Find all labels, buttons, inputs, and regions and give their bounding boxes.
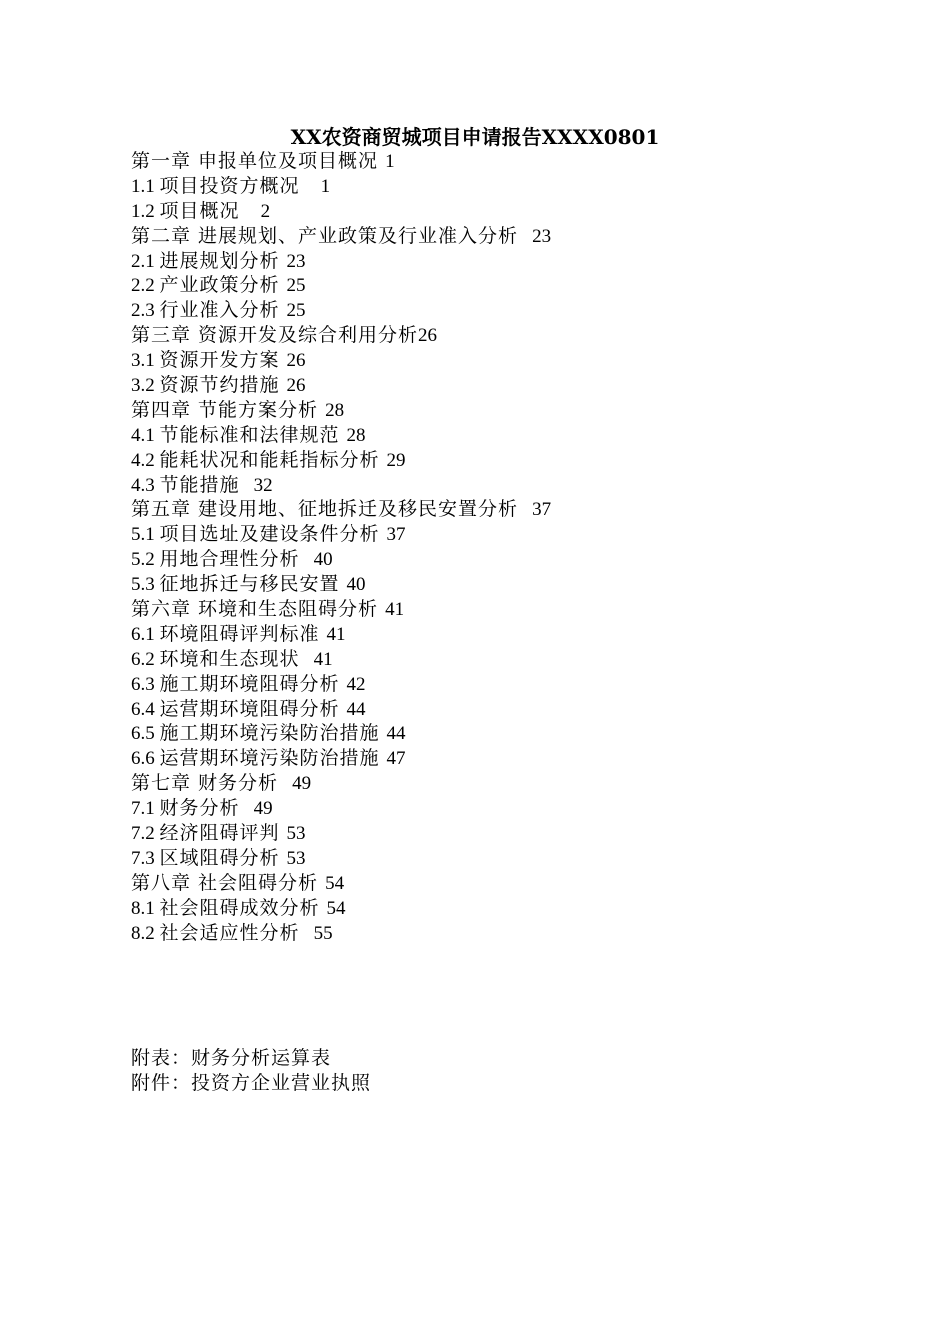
appendix-item: 附件：投资方企业营业执照 [131, 1072, 372, 1094]
toc-page-number: 47 [386, 748, 406, 770]
toc-section-entry [131, 846, 851, 871]
toc-page-number: 37 [386, 524, 406, 546]
toc-page-number: 40 [346, 574, 366, 596]
toc-page-number: 25 [286, 300, 306, 322]
toc-section-entry [131, 896, 851, 921]
toc-entry-title: 第一章 申报单位及项目概况 [131, 150, 386, 172]
toc-entry-title: 第五章 建设用地、征地拆迁及移民安置分析 [131, 498, 533, 521]
toc-entry-title: 环境阻碍评判标准 [159, 622, 327, 645]
toc-entry-title: 行业准入分析 [159, 299, 287, 322]
toc-section-entry [131, 622, 851, 647]
toc-page-number: 44 [386, 723, 406, 745]
toc-entry-title: 第四章 节能方案分析 [131, 398, 326, 421]
toc-page-number: 1 [320, 175, 331, 197]
toc-section-entry [131, 697, 851, 722]
toc-page-number: 25 [286, 275, 306, 297]
toc-entry-title: 征地拆迁与移民安置 [159, 573, 347, 596]
toc-page-number: 32 [253, 474, 273, 496]
toc-section-number: 7.1 [131, 798, 160, 820]
toc-section-number: 7.2 [131, 823, 160, 845]
toc-entry-title: 第三章 资源开发及综合利用分析 [131, 324, 419, 347]
toc-entry-title: 第六章 环境和生态阻碍分析 [131, 598, 386, 621]
toc-entry-title: 资源开发方案 [159, 349, 287, 372]
toc-section-number: 7.3 [131, 847, 160, 869]
toc-entry-title: 用地合理性分析 [159, 548, 314, 571]
toc-chapter-entry [131, 323, 851, 348]
toc-page-number: 53 [286, 823, 306, 845]
toc-page-number: 54 [326, 897, 346, 919]
toc-page-number: 1 [385, 151, 395, 172]
toc-entry-title: 项目选址及建设条件分析 [159, 523, 387, 546]
toc-entry-title: 社会阻碍成效分析 [159, 896, 327, 919]
toc-section-entry [131, 473, 851, 498]
toc-section-entry [131, 572, 851, 597]
toc-section-entry [131, 547, 851, 572]
toc-chapter-entry [131, 597, 851, 622]
toc-chapter-entry [131, 398, 851, 423]
toc-chapter-entry [131, 497, 851, 522]
toc-page-number: 28 [346, 424, 366, 446]
document-title: XX农资商贸城项目申请报告XXXX0801 [290, 125, 660, 149]
toc-section-number: 6.5 [131, 723, 160, 745]
toc-entry-title: 能耗状况和能耗指标分析 [159, 448, 387, 471]
toc-section-entry [131, 821, 851, 846]
toc-section-number: 3.1 [131, 350, 160, 372]
toc-section-number: 5.2 [131, 549, 160, 571]
toc-section-number: 6.2 [131, 648, 160, 670]
toc-section-number: 2.3 [131, 300, 160, 322]
toc-chapter-entry [131, 871, 851, 896]
toc-page-number: 53 [286, 847, 306, 869]
toc-page-number: 26 [286, 350, 306, 372]
toc-page-number: 54 [325, 872, 345, 894]
toc-section-number: 8.2 [131, 922, 160, 944]
toc-section-entry [131, 921, 851, 946]
table-of-contents [131, 149, 851, 946]
toc-entry-title: 第二章 进展规划、产业政策及行业准入分析 [131, 224, 533, 247]
toc-page-number: 41 [385, 599, 405, 621]
toc-section-number: 5.1 [131, 524, 160, 546]
toc-section-entry [131, 298, 851, 323]
toc-section-entry [131, 174, 851, 199]
toc-section-entry [131, 721, 851, 746]
toc-section-entry [131, 249, 851, 274]
toc-section-entry [131, 672, 851, 697]
toc-page-number: 37 [532, 499, 552, 521]
toc-section-number: 6.1 [131, 623, 160, 645]
toc-page-number: 44 [346, 698, 366, 720]
toc-section-entry [131, 647, 851, 672]
toc-page-number: 23 [532, 225, 552, 247]
toc-entry-title: 资源节约措施 [159, 374, 287, 397]
toc-section-entry [131, 522, 851, 547]
toc-entry-title: 经济阻碍评判 [159, 822, 287, 845]
toc-entry-title: 节能标准和法律规范 [159, 423, 347, 446]
toc-entry-title: 施工期环境阻碍分析 [159, 672, 347, 695]
toc-entry-title: 节能措施 [159, 473, 254, 496]
toc-section-number: 1.2 [131, 200, 160, 222]
toc-section-entry [131, 448, 851, 473]
toc-section-number: 2.2 [131, 275, 160, 297]
toc-entry-title: 财务分析 [159, 797, 254, 820]
toc-page-number: 41 [326, 623, 346, 645]
toc-section-number: 5.3 [131, 574, 160, 596]
toc-entry-title: 项目投资方概况 [159, 174, 321, 197]
toc-entry-title: 产业政策分析 [159, 274, 287, 297]
toc-section-entry [131, 423, 851, 448]
toc-section-number: 8.1 [131, 897, 160, 919]
toc-section-number: 1.1 [131, 175, 160, 197]
toc-section-entry [131, 373, 851, 398]
appendix-item: 附表：财务分析运算表 [131, 1047, 332, 1069]
toc-page-number: 29 [386, 449, 406, 471]
toc-section-number: 6.6 [131, 748, 160, 770]
toc-section-entry [131, 746, 851, 771]
toc-entry-title: 第七章 财务分析 [131, 772, 293, 795]
toc-entry-title: 项目概况 [159, 199, 261, 222]
toc-page-number: 26 [286, 375, 306, 397]
toc-page-number: 55 [313, 922, 333, 944]
toc-page-number: 26 [418, 325, 438, 347]
toc-page-number: 23 [286, 250, 306, 272]
toc-chapter-entry [131, 771, 851, 796]
toc-section-number: 4.2 [131, 449, 160, 471]
toc-entry-title: 区域阻碍分析 [159, 846, 287, 869]
toc-section-entry [131, 348, 851, 373]
toc-page-number: 2 [260, 200, 271, 222]
toc-page-number: 49 [292, 773, 312, 795]
toc-entry-title: 环境和生态现状 [159, 647, 314, 670]
toc-section-number: 2.1 [131, 250, 160, 272]
toc-entry-title: 施工期环境污染防治措施 [159, 722, 387, 745]
toc-entry-title: 运营期环境污染防治措施 [159, 747, 387, 770]
toc-chapter-entry [131, 224, 851, 249]
toc-section-number: 4.3 [131, 474, 160, 496]
toc-page-number: 41 [313, 648, 333, 670]
toc-chapter-entry [131, 149, 851, 174]
toc-page-number: 40 [313, 549, 333, 571]
toc-entry-title: 进展规划分析 [159, 249, 287, 272]
appendix-list [131, 1046, 731, 1096]
toc-entry-title: 社会适应性分析 [159, 921, 314, 944]
toc-page-number: 28 [325, 399, 345, 421]
toc-section-number: 3.2 [131, 375, 160, 397]
toc-page-number: 49 [253, 798, 273, 820]
toc-section-entry [131, 199, 851, 224]
toc-entry-title: 第八章 社会阻碍分析 [131, 871, 326, 894]
toc-page-number: 42 [346, 673, 366, 695]
toc-section-number: 6.3 [131, 673, 160, 695]
toc-section-number: 6.4 [131, 698, 160, 720]
toc-section-entry [131, 273, 851, 298]
toc-section-entry [131, 796, 851, 821]
toc-entry-title: 运营期环境阻碍分析 [159, 697, 347, 720]
toc-section-number: 4.1 [131, 424, 160, 446]
